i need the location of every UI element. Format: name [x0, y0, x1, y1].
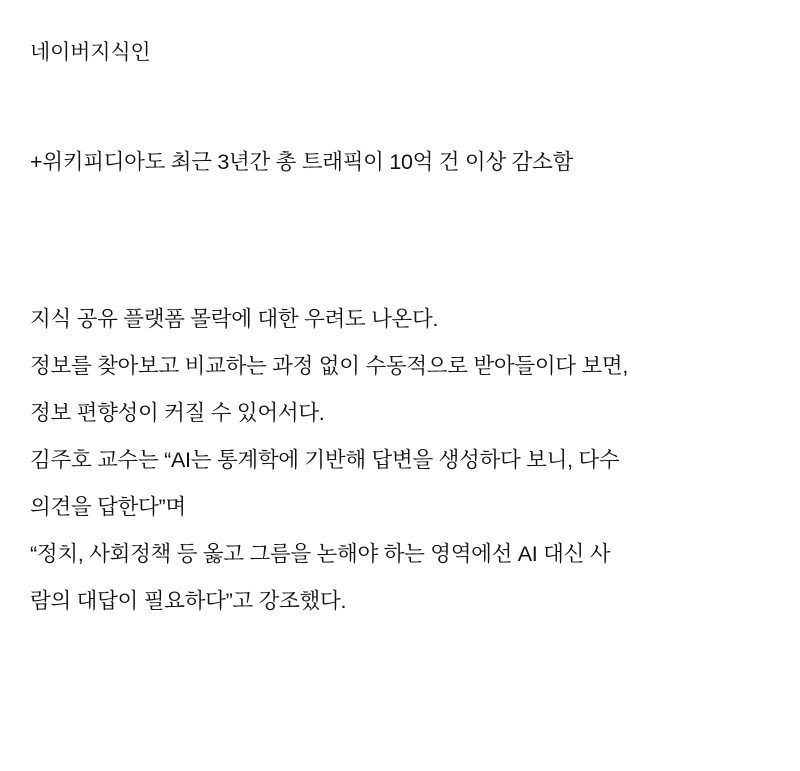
body-line: 정보를 찾아보고 비교하는 과정 없이 수동적으로 받아들이다 보면,: [30, 354, 629, 378]
note-line: +위키피디아도 최근 3년간 총 트래픽이 10억 건 이상 감소함: [30, 150, 573, 174]
body-line: 김주호 교수는 “AI는 통계학에 기반해 답변을 생성하다 보니, 다수: [30, 448, 620, 472]
body-line: 지식 공유 플랫폼 몰락에 대한 우려도 나온다.: [30, 307, 439, 331]
body-text: [30, 296, 770, 625]
body-line: 정보 편향성이 커질 수 있어서다.: [30, 401, 325, 425]
spacer-middle: [30, 178, 770, 296]
spacer-top: [30, 68, 770, 146]
body-line: 의견을 답한다”며: [30, 495, 186, 519]
body-line: “정치, 사회정책 등 옳고 그름을 논해야 하는 영역에선 AI 대신 사: [30, 542, 611, 566]
source-label: 네이버지식인: [30, 41, 151, 64]
body-line: 람의 대답이 필요하다”고 강조했다.: [30, 589, 347, 613]
